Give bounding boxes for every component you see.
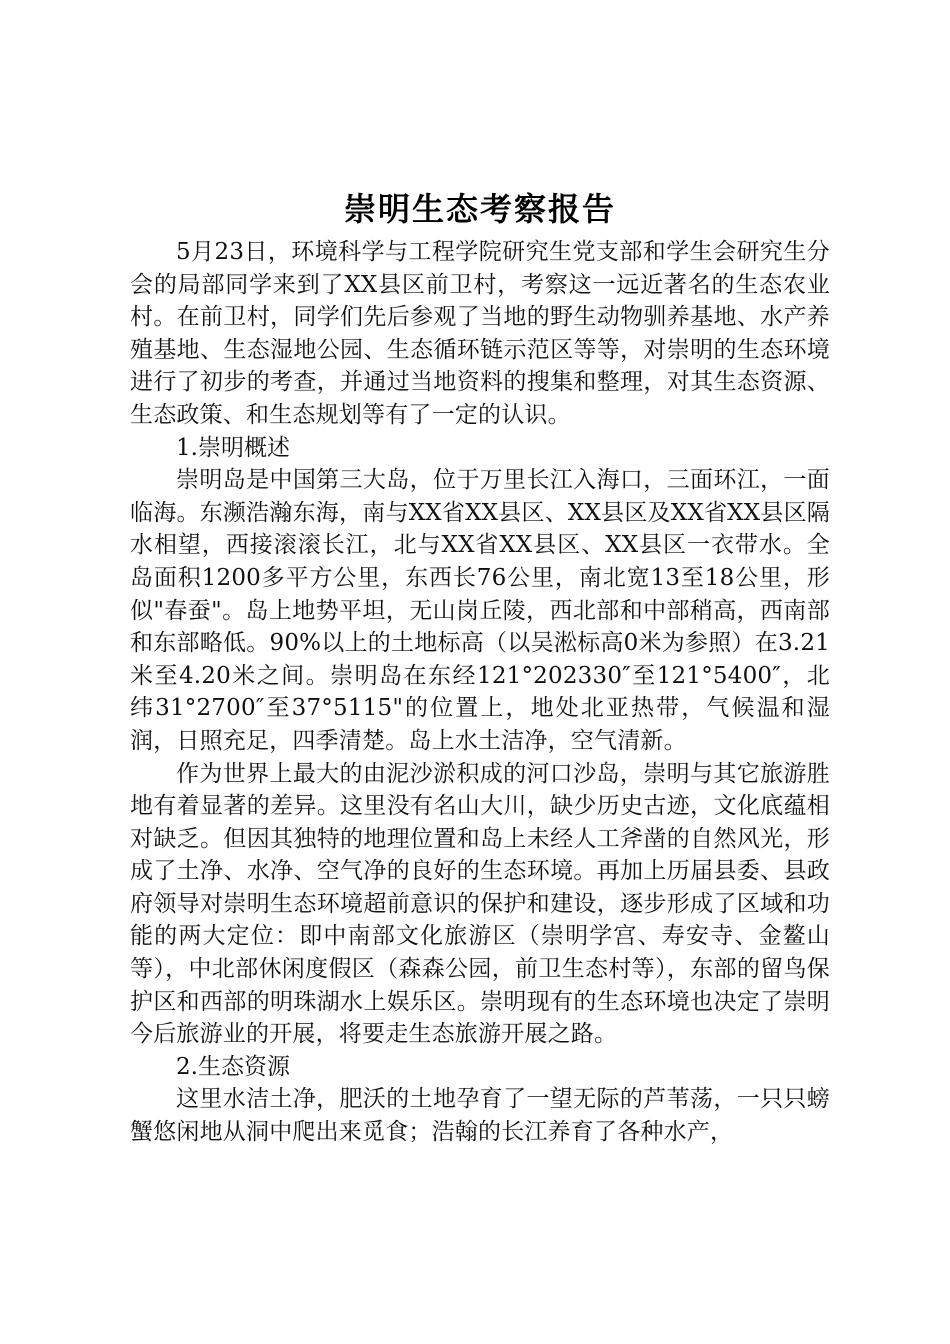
intro-paragraph: 5月23日，环境科学与工程学院研究生党支部和学生会研究生分会的局部同学来到了XX县区前卫村，考察这一远近著名的生态农业村。在前卫村，同学们先后参观了当地的野生动物驯养基地、水产养殖基地、生态湿地公园、生态循环链示范区等等，对崇明的生态环境进行了初步的考查，并通过当地资料的搜集和整理，对其生态资源、生态政策、和生态规划等有了一定的认识。 [130,239,830,428]
document-title: 崇明生态考察报告 [343,190,616,228]
resources-paragraph: 这里水洁土净，肥沃的土地孕育了一望无际的芦苇荡，一只只螃蟹悠闲地从洞中爬出来觅食；浩翰的长江养育了各种水产， [130,1086,830,1146]
document-body [130,186,830,1149]
overview-paragraph-tourism: 作为世界上最大的由泥沙淤积成的河口沙岛，崇明与其它旅游胜地有着显著的差异。这里没有名山大川，缺少历史古迹，文化底蕴相对缺乏。但因其独特的地理位置和岛上未经人工斧凿的自然风光，形成了土净、水净、空气净的良好的生态环境。再加上历届县委、县政府领导对崇明生态环境超前意识的保护和建设，逐步形成了区域和功能的两大定位：即中南部文化旅游区（崇明学宫、寿安寺、金鳌山等），中北部休闲度假区（森森公园，前卫生态村等），东部的留鸟保护区和西部的明珠湖水上娱乐区。崇明现有的生态环境也决定了崇明今后旅游业的开展，将要走生态旅游开展之路。 [130,760,830,1048]
section-heading-overview: 1.崇明概述 [176,434,290,461]
section-heading-resources: 2.生态资源 [176,1053,290,1080]
overview-paragraph-geography: 崇明岛是中国第三大岛，位于万里长江入海口，三面环江，一面临海。东濒浩瀚东海，南与XX省XX县区、XX县区及XX省XX县区隔水相望，西接滚滚长江，北与XX省XX县区、XX县区一衣带水。全岛面积1200多平方公里，东西长76公里，南北宽13至18公里，形似"春蚕"。岛上地势平坦，无山岗丘陵，西北部和中部稍高，西南部和东部略低。90%以上的土地标高（以吴淞标高0米为参照）在3.21米至4.20米之间。崇明岛在东经121°202330″至121°5400″，北纬31°2700″至37°5115"的位置上，地处北亚热带，气候温和湿润，日照充足，四季清楚。岛上水土洁净，空气清新。 [130,467,830,754]
